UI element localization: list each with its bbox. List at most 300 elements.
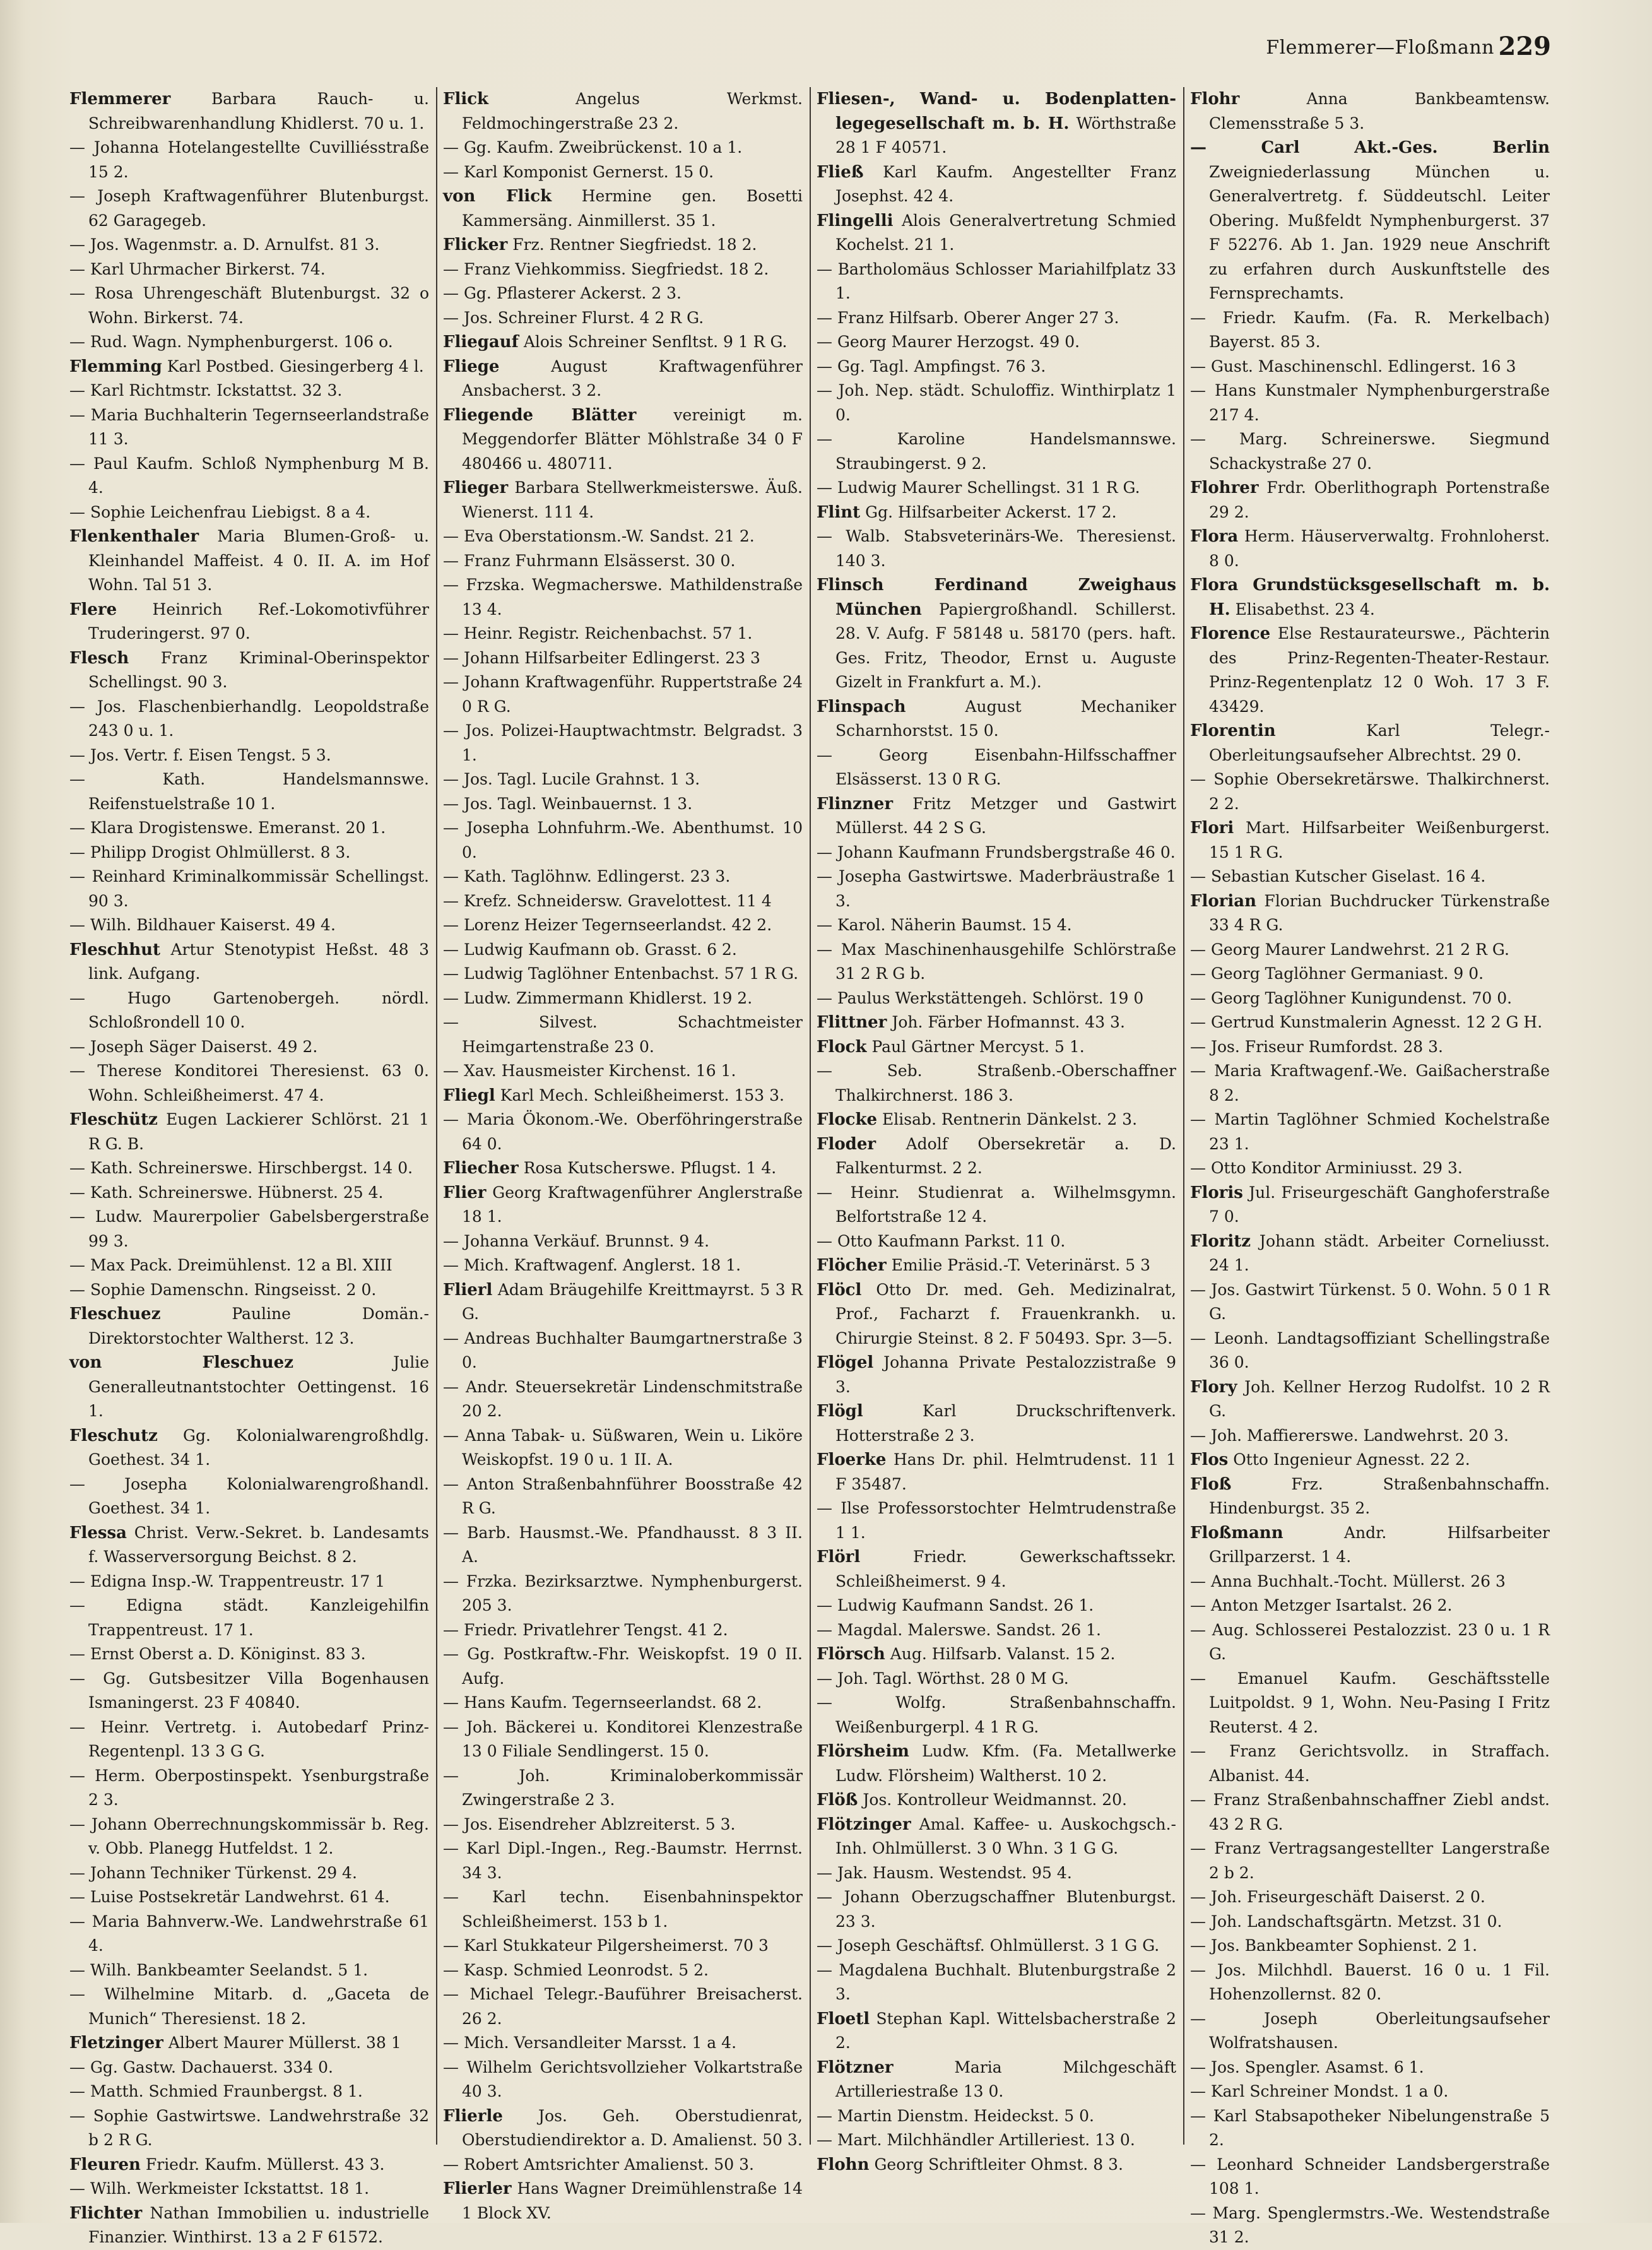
directory-entry [1190, 1885, 1550, 1910]
running-head: Flemmerer—Floßmann [1266, 37, 1494, 59]
entry-details: — Joh. Friseurgeschäft Daiserst. 2 0. [1190, 1888, 1485, 1906]
directory-entry [69, 258, 429, 282]
entry-surname: Flock [817, 1037, 867, 1057]
directory-entry [817, 1108, 1176, 1132]
directory-entry [443, 1934, 803, 1958]
entry-details: — Johann Hilfsarbeiter Edlingerst. 23 3 [443, 648, 760, 667]
directory-entry [443, 865, 803, 889]
entry-details: Karl Mech. Schleißheimerst. 153 3. [500, 1086, 784, 1104]
directory-entry [443, 549, 803, 574]
directory-entry [443, 1642, 803, 1691]
directory-entry [1190, 2153, 1550, 2201]
directory-entry [817, 1739, 1176, 1788]
entry-details: Hans Dr. phil. Helmtrudenst. 11 1 F 35487. [835, 1450, 1176, 1493]
page-header [69, 25, 1551, 76]
entry-details: — Robert Amtsrichter Amalienst. 50 3. [443, 2155, 754, 2174]
entry-details: — Max Pack. Dreimühlenst. 12 a Bl. XIII [69, 1256, 392, 1274]
entry-details: Franz Kriminal-Oberinspektor Schellingst. 90 3. [88, 648, 429, 691]
directory-entry [443, 1424, 803, 1472]
directory-entry [443, 306, 803, 331]
entry-details: — Frzska. Wegmacherswe. Mathildenstraße 13 4. [443, 576, 803, 619]
entry-details: — Gg. Gutsbesitzer Villa Bogenhausen Ismaningerst. 23 F 40840. [69, 1669, 429, 1712]
directory-entry [1190, 1010, 1550, 1035]
directory-entry [817, 427, 1176, 476]
entry-surname: Fleschhut [69, 940, 161, 959]
directory-entry [443, 1010, 803, 1059]
directory-entry [817, 379, 1176, 427]
directory-entry [69, 1278, 429, 1303]
directory-entry [443, 1982, 803, 2031]
entry-details: Aug. Hilfsarb. Valanst. 15 2. [890, 1645, 1116, 1663]
entry-details: Karl Postbed. Giesingerberg 4 l. [167, 357, 424, 376]
entry-details: — Sophie Leichenfrau Liebigst. 8 a 4. [69, 502, 371, 521]
directory-entry [69, 281, 429, 330]
entry-details: Jul. Friseurgeschäft Ganghoferstraße 7 0. [1209, 1183, 1550, 1226]
directory-entry [443, 1570, 803, 1618]
entry-surname: Fleschuez [69, 1305, 161, 1323]
entry-details: — Ludwig Taglöhner Entenbachst. 57 1 R G. [443, 964, 799, 983]
directory-entry [69, 2104, 429, 2153]
entry-surname: von Flick [443, 187, 552, 206]
entry-details: — Marg. Schreinerswe. Siegmund Schackystraße 27 0. [1190, 430, 1550, 473]
directory-entry [443, 355, 803, 403]
directory-entry [69, 136, 429, 184]
directory-entry [1190, 1278, 1550, 1327]
entry-surname: Flint [817, 502, 861, 522]
directory-entry [817, 573, 1176, 695]
entry-details: — Edigna städt. Kanzleigehilfin Trappentreust. 17 1. [69, 1596, 429, 1639]
directory-entry [69, 1205, 429, 1253]
directory-entry [1190, 427, 1550, 476]
entry-details: — Krefz. Schneidersw. Gravelottest. 11 4 [443, 891, 772, 910]
entry-surname: Floßmann [1190, 1523, 1283, 1542]
entry-details: Jos. Geh. Oberstudienrat, Oberstudiendirektor a. D. Amalienst. 50 3. [462, 2106, 803, 2149]
directory-entry [817, 913, 1176, 938]
entry-surname: Flohn [817, 2155, 870, 2174]
entry-details: — Rud. Wagn. Nymphenburgerst. 106 o. [69, 333, 393, 351]
directory-entry [1190, 1521, 1550, 1570]
entry-details: — Anton Metzger Isartalst. 26 2. [1190, 1596, 1453, 1614]
entry-details: Papiergroßhandl. Schillerst. 28. V. Aufg. F 58148 u. 58170 (pers. haft. Ges. Fritz, Theodor, Ernst u. Auguste Gizelt in Frankfurt a. M.). [835, 600, 1176, 691]
directory-entry [443, 1837, 803, 1885]
entry-surname: Flos [1190, 1450, 1229, 1469]
entry-details: — Johann Oberzugschaffner Blutenburgst. 23 3. [817, 1888, 1176, 1931]
entry-surname: Floetl [817, 2009, 870, 2028]
directory-entry [817, 258, 1176, 306]
directory-entry [443, 670, 803, 719]
entry-details: Ludw. Kfm. (Fa. Metallwerke Ludw. Flörsheim) Waltherst. 10 2. [835, 1742, 1176, 1785]
directory-entry [1190, 816, 1550, 865]
entry-details: Anna Bankbeamtensw. Clemensstraße 5 3. [1209, 90, 1550, 133]
directory-entry [817, 1813, 1176, 1861]
directory-entry [817, 1278, 1176, 1351]
directory-entry [1190, 1837, 1550, 1885]
directory-entry [69, 379, 429, 403]
entry-details: — Ludw. Zimmermann Khidlerst. 19 2. [443, 988, 753, 1007]
entry-surname: Floder [817, 1134, 876, 1154]
entry-details: Gg. Hilfsarbeiter Ackerst. 17 2. [865, 502, 1117, 521]
directory-entry [817, 1618, 1176, 1643]
entry-surname: Fletzinger [69, 2034, 163, 2052]
entry-details: — Michael Telegr.-Bauführer Breisacherst. 26 2. [443, 1985, 803, 2028]
directory-entry [443, 330, 803, 355]
entry-details: — Philipp Drogist Ohlmüllerst. 8 3. [69, 843, 351, 862]
entry-details: — Georg Taglöhner Kunigundenst. 70 0. [1190, 988, 1513, 1007]
entry-details: — Georg Eisenbahn-Hilfsschaffner Elsässerst. 13 0 R G. [817, 745, 1176, 788]
directory-entry [817, 1861, 1176, 1886]
directory-entry [1190, 1327, 1550, 1375]
directory-entry [69, 2031, 429, 2056]
entry-details: — Seb. Straßenb.-Oberschaffner Thalkirchnerst. 186 3. [817, 1062, 1176, 1104]
directory-entry [817, 2128, 1176, 2153]
entry-details: — Gg. Pflasterer Ackerst. 2 3. [443, 284, 681, 302]
entry-details: — Kath. Schreinerswe. Hübnerst. 25 4. [69, 1183, 384, 1202]
directory-entry [69, 1035, 429, 1060]
entry-details: — Sophie Gastwirtswe. Landwehrstraße 32 b 2 R G. [69, 2106, 429, 2149]
entry-surname: Flora Grundstücksgesellschaft m. b. H. [1190, 576, 1550, 619]
directory-entry [69, 1885, 429, 1910]
directory-entry [69, 452, 429, 500]
entry-surname: Flenkenthaler [69, 527, 199, 546]
entry-details: — Jos. Polizei-Hauptwachtmstr. Belgradst. 3 1. [443, 721, 803, 764]
entry-details: — Eva Oberstationsm.-W. Sandst. 21 2. [443, 527, 755, 545]
directory-entry [1190, 2201, 1550, 2250]
directory-entry [1190, 87, 1550, 136]
directory-entry [817, 524, 1176, 573]
entry-details: — Sebastian Kutscher Giselast. 16 4. [1190, 867, 1486, 885]
entry-details: Frz. Straßenbahnschaffn. Hindenburgst. 35 2. [1209, 1474, 1550, 1517]
entry-details: — Joseph Oberleitungsaufseher Wolfratshausen. [1190, 2009, 1550, 2052]
directory-entry [1190, 865, 1550, 889]
entry-surname: Flögl [817, 1402, 863, 1421]
directory-entry [69, 403, 429, 452]
directory-entry [69, 1861, 429, 1886]
entry-details: Joh. Kellner Herzog Rudolfst. 10 2 R G. [1209, 1377, 1550, 1420]
entry-surname: Fliesen-, Wand- u. Bodenplatten-legegesellschaft m. b. H. [817, 90, 1176, 133]
entry-details: August Kraftwagenführer Ansbacherst. 3 2. [462, 357, 803, 400]
entry-details: — Joh. Tagl. Wörthst. 28 0 M G. [817, 1669, 1069, 1688]
entry-details: — Wilh. Bankbeamter Seelandst. 5 1. [69, 1960, 369, 1979]
directory-entry [817, 160, 1176, 209]
entry-details: — Anna Buchhalt.-Tocht. Müllerst. 26 3 [1190, 1572, 1506, 1590]
entry-surname: Fließ [817, 162, 864, 182]
directory-entry [69, 1570, 429, 1594]
entry-details: — Georg Maurer Landwehrst. 21 2 R G. [1190, 940, 1509, 959]
entry-details: — Reinhard Kriminalkommissär Schellingst. 90 3. [69, 867, 429, 910]
entry-details: Karl Druckschriftenverk. Hotterstraße 2 3. [835, 1402, 1177, 1445]
entry-surname: Florentin [1190, 721, 1276, 740]
entry-details: — Karl Stukkateur Pilgersheimerst. 70 3 [443, 1936, 769, 1955]
entry-details: — Marg. Spenglermstrs.-We. Westendstraße 31 2. [1190, 2203, 1550, 2246]
directory-entry [69, 1521, 429, 1570]
entry-details: — Joseph Säger Daiserst. 49 2. [69, 1037, 318, 1056]
directory-entry [1190, 136, 1550, 306]
directory-entry [817, 1885, 1176, 1934]
directory-entry [817, 355, 1176, 379]
directory-entry [1190, 2104, 1550, 2153]
entry-details: — Leonh. Landtagsoffiziant Schellingstraße 36 0. [1190, 1329, 1550, 1371]
directory-entry [69, 646, 429, 695]
directory-entry [817, 865, 1176, 913]
column-divider [1183, 87, 1184, 2145]
directory-entry [817, 695, 1176, 743]
column-4 [1190, 87, 1550, 2246]
directory-entry [69, 330, 429, 355]
directory-entry [69, 2177, 429, 2201]
directory-entry [69, 1253, 429, 1278]
entry-details: — Joh. Kriminaloberkommissär Zwingerstraße 2 3. [443, 1766, 803, 1809]
directory-entry [69, 1982, 429, 2031]
entry-details: — Jos. Milchhdl. Bauerst. 16 0 u. 1 Fil. Hohenzollernst. 82 0. [1190, 1960, 1550, 2003]
entry-details: — Aug. Schlosserei Pestalozzist. 23 0 u. 1 R G. [1190, 1620, 1550, 1663]
directory-entry [1190, 573, 1550, 622]
entry-surname: Flörl [817, 1548, 861, 1566]
directory-entry [69, 1424, 429, 1472]
directory-entry [1190, 2080, 1550, 2104]
directory-entry [817, 476, 1176, 500]
directory-entry [817, 500, 1176, 525]
directory-entry [1190, 889, 1550, 938]
directory-entry [443, 1156, 803, 1181]
entry-details: — Anton Straßenbahnführer Boosstraße 42 R G. [443, 1474, 803, 1517]
entry-details: — Silvest. Schachtmeister Heimgartenstraße 23 0. [443, 1013, 803, 1056]
directory-entry [1190, 1448, 1550, 1472]
directory-entry [443, 233, 803, 258]
entry-details: Pauline Domän.-Direktorstochter Waltherst. 12 3. [88, 1305, 429, 1347]
directory-entry [69, 598, 429, 646]
directory-entry [817, 1788, 1176, 1813]
entry-surname: Flere [69, 600, 117, 619]
entry-details: Otto Ingenieur Agnesst. 22 2. [1233, 1450, 1470, 1469]
directory-entry [817, 1229, 1176, 1254]
entry-surname: Flörsheim [817, 1742, 909, 1761]
entry-details: — Karl techn. Eisenbahninspektor Schleißheimerst. 153 b 1. [443, 1888, 803, 1931]
entry-details: — Josepha Lohnfuhrm.-We. Abenthumst. 10 0. [443, 819, 803, 862]
column-3 [817, 87, 1177, 2174]
entry-details: Johanna Private Pestalozzistraße 9 3. [835, 1353, 1176, 1396]
entry-surname: Flick [443, 90, 489, 109]
entry-details: Alois Schreiner Senfltst. 9 1 R G. [523, 333, 788, 351]
entry-details: Karl Kaufm. Angestellter Franz Josephst. 42 4. [835, 162, 1176, 205]
entry-details: — Joh. Landschaftsgärtn. Metzst. 31 0. [1190, 1912, 1502, 1931]
entry-details: — Joh. Maffiererswe. Landwehrst. 20 3. [1190, 1426, 1509, 1445]
entry-details: — Ludwig Maurer Schellingst. 31 1 R G. [817, 478, 1140, 497]
entry-details: — Paul Kaufm. Schloß Nymphenburg M B. 4. [69, 454, 429, 497]
entry-details: — Karol. Näherin Baumst. 15 4. [817, 916, 1072, 934]
directory-entry [817, 1594, 1176, 1618]
directory-entry [1190, 355, 1550, 379]
column-divider [810, 87, 811, 2145]
directory-entry [817, 1934, 1176, 1958]
directory-entry [69, 913, 429, 938]
directory-entry [817, 792, 1176, 841]
entry-details: — Gg. Kaufm. Zweibrückenst. 10 a 1. [443, 138, 743, 157]
entry-details: — Gg. Tagl. Ampfingst. 76 3. [817, 357, 1046, 376]
directory-entry [69, 1472, 429, 1521]
directory-entry [817, 2007, 1176, 2056]
entry-details: — Karl Komponist Gernerst. 15 0. [443, 162, 714, 181]
directory-entry [69, 2153, 429, 2177]
entry-details: — Lorenz Heizer Tegernseerlandst. 42 2. [443, 916, 772, 934]
directory-entry [1190, 1472, 1550, 1521]
directory-entry [1190, 1570, 1550, 1594]
entry-details: Maria Blumen-Groß- u. Kleinhandel Maffeist. 4 0. II. A. im Hof Wohn. Tal 51 3. [88, 527, 429, 594]
entry-details: — Maria Kraftwagenf.-We. Gaißacherstraße 8 2. [1190, 1062, 1550, 1104]
directory-entry [69, 2080, 429, 2104]
directory-entry [443, 1278, 803, 1327]
directory-entry [443, 2056, 803, 2104]
directory-entry [69, 1813, 429, 1861]
directory-entry [817, 1181, 1176, 1229]
directory-entry [443, 1253, 803, 1278]
entry-details: — Johann Oberrechnungskommissär b. Reg. v. Obb. Planegg Hutfeldst. 1 2. [69, 1815, 429, 1857]
entry-details: — Bartholomäus Schlosser Mariahilfplatz 33 1. [817, 259, 1176, 302]
entry-details: — Maria Ökonom.-We. Oberföhringerstraße 64 0. [443, 1110, 803, 1153]
entry-details: — Johann Techniker Türkenst. 29 4. [69, 1863, 357, 1882]
directory-entry [443, 1958, 803, 1983]
directory-entry [443, 1059, 803, 1084]
entry-details: Florian Buchdrucker Türkenstraße 33 4 R G. [1209, 891, 1550, 934]
directory-entry [69, 841, 429, 865]
entry-details: Nathan Immobilien u. industrielle Finanzier. Winthirst. 13 a 2 F 61572. [88, 2203, 429, 2246]
entry-surname: Flinzner [817, 794, 894, 814]
entry-surname: Flierl [443, 1280, 493, 1300]
directory-entry [1190, 1958, 1550, 2007]
entry-details: — Jos. Tagl. Weinbauernst. 1 3. [443, 794, 693, 813]
directory-entry [443, 646, 803, 671]
entry-details: — Martin Dienstm. Heideckst. 5 0. [817, 2106, 1094, 2125]
directory-entry [443, 136, 803, 160]
entry-surname: Florence [1190, 624, 1271, 643]
directory-entry [1190, 2007, 1550, 2056]
entry-details: — Hugo Gartenobergeh. nördl. Schloßrondell 10 0. [69, 988, 429, 1031]
directory-entry [1190, 524, 1550, 573]
directory-entry [69, 233, 429, 258]
entry-details: — Max Maschinenhausgehilfe Schlörstraße 31 2 R G b. [817, 940, 1176, 983]
entry-details: Wörthstraße 28 1 F 40571. [835, 114, 1176, 157]
directory-entry [69, 500, 429, 525]
entry-details: — Jos. Bankbeamter Sophienst. 2 1. [1190, 1936, 1478, 1955]
directory-entry [1190, 1035, 1550, 1060]
directory-entry [1190, 1181, 1550, 1229]
entry-surname: Floris [1190, 1183, 1243, 1202]
entry-surname: Flingelli [817, 211, 894, 230]
entry-details: Adolf Obersekretär a. D. Falkenturmst. 2 2. [835, 1134, 1176, 1177]
entry-details: — Frzka. Bezirksarztwe. Nymphenburgerst. 205 3. [443, 1572, 803, 1614]
entry-details: — Otto Konditor Arminiusst. 29 3. [1190, 1159, 1463, 1177]
entry-surname: Flessa [69, 1523, 127, 1542]
entry-details: — Friedr. Kaufm. (Fa. R. Merkelbach) Bayerst. 85 3. [1190, 308, 1550, 351]
directory-entry [1190, 476, 1550, 524]
entry-surname: Florian [1190, 891, 1257, 911]
entry-details: Barbara Rauch- u. Schreibwarenhandlung Khidlerst. 70 u. 1. [88, 90, 429, 133]
directory-entry [69, 1667, 429, 1715]
directory-entry [1190, 938, 1550, 962]
entry-details: — Edigna Insp.-W. Trappentreustr. 17 1 [69, 1572, 386, 1590]
entry-details: — Franz Fuhrmann Elsässerst. 30 0. [443, 551, 736, 570]
entry-details: — Karl Dipl.-Ingen., Reg.-Baumstr. Herrnst. 34 3. [443, 1839, 803, 1882]
entry-details: — Joh. Nep. städt. Schuloffiz. Winthirplatz 1 0. [817, 381, 1176, 424]
directory-entry [443, 938, 803, 962]
entry-surname: Flohrer [1190, 478, 1259, 497]
entry-details: — Magdalena Buchhalt. Blutenburgstraße 2 3. [817, 1960, 1176, 2003]
entry-surname: Fliegl [443, 1086, 495, 1105]
directory-entry [69, 524, 429, 598]
directory-entry [443, 816, 803, 865]
directory-entry [1190, 1229, 1550, 1278]
entry-details: — Kath. Handelsmannswe. Reifenstuelstraße 10 1. [69, 770, 429, 813]
entry-surname: Flora [1190, 527, 1239, 546]
directory-entry [443, 1618, 803, 1643]
directory-entry [1190, 1059, 1550, 1108]
entry-details: — Franz Vertragsangestellter Langerstraße 2 b 2. [1190, 1839, 1550, 1882]
entry-details: — Joh. Bäckerei u. Konditorei Klenzestraße 13 0 Filiale Sendlingerst. 15 0. [443, 1717, 803, 1760]
entry-details: — Jos. Tagl. Lucile Grahnst. 1 3. [443, 770, 700, 788]
entry-details: — Barb. Hausmst.-We. Pfandhausst. 8 3 II. A. [443, 1523, 803, 1566]
entry-details: — Johann Kaufmann Frundsbergstraße 46 0. [817, 843, 1176, 862]
entry-details: Friedr. Kaufm. Müllerst. 43 3. [145, 2155, 385, 2174]
directory-entry [1190, 986, 1550, 1011]
entry-details: — Karl Schreiner Mondst. 1 a 0. [1190, 2082, 1449, 2100]
directory-entry [443, 1472, 803, 1521]
entry-details: — Jos. Gastwirt Türkenst. 5 0. Wohn. 5 0 1 R G. [1190, 1280, 1550, 1323]
directory-entry [817, 1691, 1176, 1739]
directory-entry [1190, 1934, 1550, 1958]
entry-details: — Therese Konditorei Theresienst. 63 0. Wohn. Schleißheimerst. 47 4. [69, 1062, 429, 1104]
entry-details: — Sophie Damenschn. Ringseisst. 2 0. [69, 1280, 377, 1299]
directory-entry [443, 2031, 803, 2056]
entry-details: — Klara Drogistenswe. Emeranst. 20 1. [69, 819, 386, 837]
entry-surname: Flori [1190, 819, 1234, 838]
column-1 [69, 87, 430, 2246]
entry-details: — Friedr. Privatlehrer Tengst. 41 2. [443, 1620, 728, 1639]
entry-surname: Fliegende Blätter [443, 405, 637, 425]
entry-details: Eugen Lackierer Schlörst. 21 1 R G. B. [88, 1110, 429, 1153]
entry-details: — Wilhelm Gerichtsvollzieher Volkartstraße 40 3. [443, 2058, 803, 2100]
entry-details: Herm. Häuserverwaltg. Frohnloherst. 8 0. [1209, 527, 1550, 570]
entry-details: — Maria Bahnverw.-We. Landwehrstraße 61 4. [69, 1912, 429, 1955]
directory-entry [443, 573, 803, 622]
entry-surname: Floritz [1190, 1231, 1251, 1251]
entry-details: — Wolfg. Straßenbahnschaffn. Weißenburgerpl. 4 1 R G. [817, 1693, 1176, 1736]
entry-details: — Otto Kaufmann Parkst. 11 0. [817, 1231, 1066, 1250]
entry-details: Gg. Kolonialwarengroßhdlg. Goethest. 34 1. [88, 1426, 430, 1469]
entry-details: — Wilhelmine Mitarb. d. „Gaceta de Munich“ Theresienst. 18 2. [69, 1985, 429, 2028]
directory-entry [817, 330, 1176, 355]
directory-entry [817, 2153, 1176, 2177]
directory-entry [443, 1084, 803, 1108]
entry-surname: Fliegauf [443, 333, 519, 352]
entry-details: — Heinr. Vertretg. i. Autobedarf Prinz-Regentenpl. 13 3 G G. [69, 1717, 429, 1760]
entry-details: Paul Gärtner Mercyst. 5 1. [871, 1037, 1085, 1056]
directory-entry [69, 1351, 429, 1424]
entry-details: Barbara Stellwerkmeisterswe. Äuß. Wienerst. 111 4. [462, 478, 803, 521]
directory-entry [443, 719, 803, 767]
entry-details: — Xav. Hausmeister Kirchenst. 16 1. [443, 1062, 736, 1080]
directory-entry [1190, 1156, 1550, 1181]
entry-details: — Walb. Stabsveterinärs-We. Theresienst. 140 3. [817, 527, 1176, 570]
directory-entry [817, 1642, 1176, 1667]
directory-entry [443, 622, 803, 646]
directory-entry [69, 87, 429, 136]
entry-details: Fritz Metzger und Gastwirt Müllerst. 44 2 S G. [835, 794, 1176, 837]
directory-entry [69, 1302, 429, 1351]
entry-details: Hans Wagner Dreimühlenstraße 14 1 Block XV. [462, 2179, 803, 2222]
directory-entry [817, 2104, 1176, 2129]
entry-details: Angelus Werkmst. Feldmochingerstraße 23 2. [462, 90, 803, 133]
directory-entry [817, 2056, 1176, 2104]
entry-details: — Gertrud Kunstmalerin Agnesst. 12 2 G H. [1190, 1013, 1543, 1031]
